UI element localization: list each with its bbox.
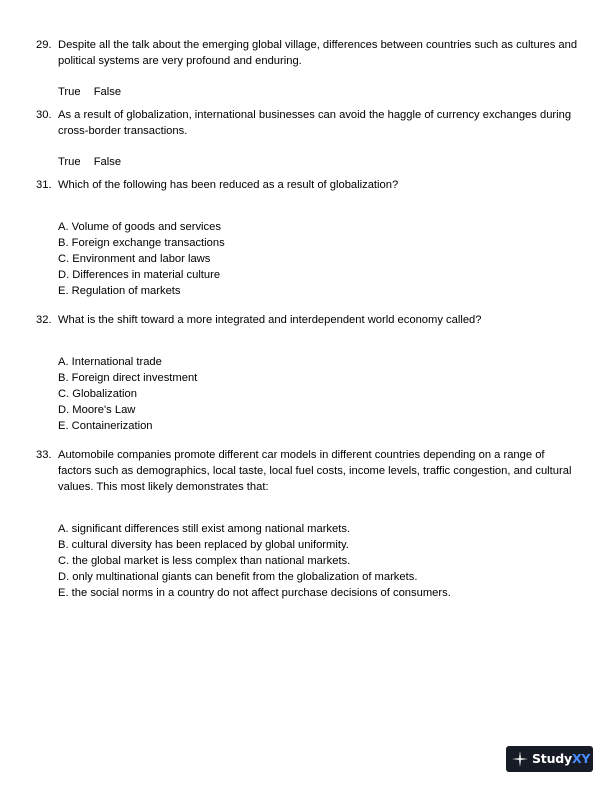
- question-text: As a result of globalization, international businesses can avoid the haggle of currency exchanges during cross-border transactions.: [58, 109, 572, 137]
- option-b: B. cultural diversity has been replaced by global uniformity.: [58, 539, 349, 551]
- question-text: Despite all the talk about the emerging global village, differences between countries such as cultures and political systems are very profound and enduring.: [58, 39, 578, 67]
- question-number: 33.: [36, 449, 52, 461]
- question-number: 32.: [36, 314, 52, 326]
- option-e: E. Containerization: [58, 420, 153, 432]
- option-d: D. only multinational giants can benefit from the globalization of markets.: [58, 571, 418, 583]
- option-c: C. the global market is less complex than national markets.: [58, 555, 351, 567]
- option-c: C. Globalization: [58, 388, 137, 400]
- question-text: What is the shift toward a more integrated and interdependent world economy called?: [58, 314, 482, 326]
- true-false-choices: [58, 154, 581, 170]
- option-d: D. Differences in material culture: [58, 269, 221, 281]
- option-e: E. Regulation of markets: [58, 285, 181, 297]
- option-b: B. Foreign exchange transactions: [58, 237, 225, 249]
- question-30: [36, 107, 581, 170]
- question-number: 29.: [36, 39, 52, 51]
- option-a: A. International trade: [58, 356, 162, 368]
- option-e: E. the social norms in a country do not affect purchase decisions of consumers.: [58, 587, 451, 599]
- question-29: [36, 37, 581, 100]
- question-text: Automobile companies promote different car models in different countries depending on a range of factors such as demographics, local taste, local fuel costs, income levels, traffic congestion, and cultural values. This most likely demonstrates that:: [58, 449, 572, 493]
- brand-name-xy: XY: [571, 751, 591, 766]
- brand-name: [532, 751, 590, 767]
- option-c: C. Environment and labor laws: [58, 253, 211, 265]
- option-a: A. Volume of goods and services: [58, 221, 221, 233]
- choice-false: False: [93, 86, 122, 98]
- question-31: [36, 177, 581, 299]
- answer-options: [58, 521, 581, 601]
- studyxy-logo: [506, 746, 593, 772]
- option-d: D. Moore's Law: [58, 404, 136, 416]
- option-b: B. Foreign direct investment: [58, 372, 198, 384]
- plus-sparkle-icon: [512, 751, 528, 767]
- question-number: 30.: [36, 109, 52, 121]
- brand-name-study: Study: [532, 751, 572, 766]
- choice-false: False: [93, 156, 122, 168]
- question-32: [36, 312, 581, 434]
- choice-true: True: [58, 86, 81, 98]
- option-a: A. significant differences still exist among national markets.: [58, 523, 351, 535]
- answer-options: [58, 354, 581, 434]
- choice-true: True: [58, 156, 81, 168]
- question-33: [36, 447, 581, 601]
- question-text: Which of the following has been reduced as a result of globalization?: [58, 179, 399, 191]
- question-number: 31.: [36, 179, 52, 191]
- answer-options: [58, 219, 581, 299]
- true-false-choices: [58, 84, 581, 100]
